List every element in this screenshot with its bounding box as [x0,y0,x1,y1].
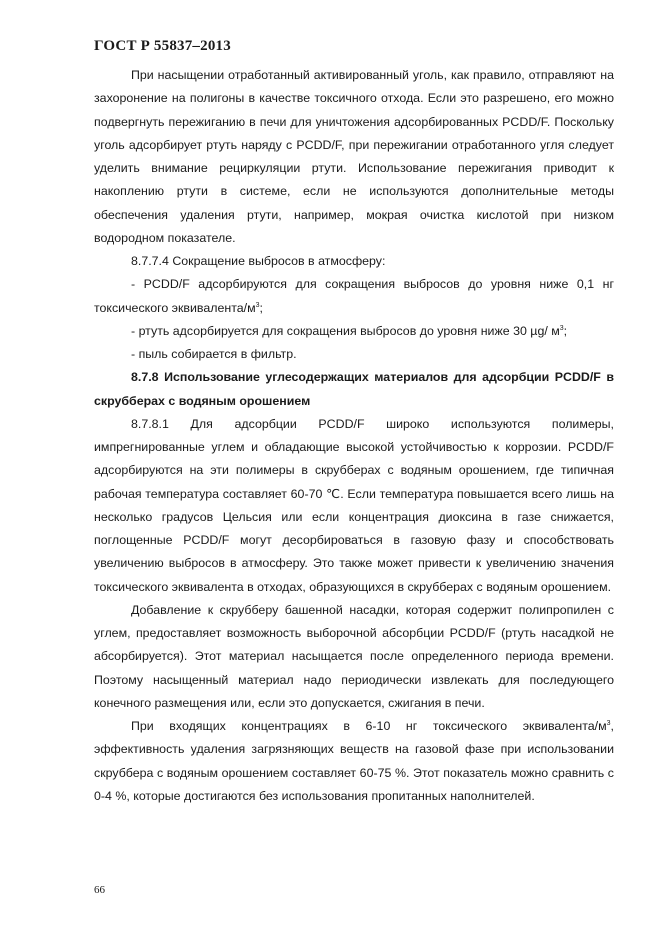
paragraph-tail: , эффективность удаления загрязняющих веществ на газовой фазе при использовании скруббера с водяным орошением составляет 60-75 %. Этот показатель можно сравнить с 0-4 %, которые достигаются без использования пропитанных наполнителей. [94,719,614,803]
superscript: 3 [606,720,611,727]
superscript: 3 [559,324,564,332]
section-heading-8-7-8: 8.7.8 Использование углесодержащих материалов для адсорбции PCDD/F в скрубберах с водяным орошением [94,370,614,408]
superscript: 3 [255,301,260,309]
list-item-text: - ртуть адсорбируется для сокращения выбросов до уровня ниже 30 µg/ м [131,323,560,338]
list-item [94,273,614,320]
list-item [94,320,614,343]
paragraph-subclause-8-7-7-4: 8.7.7.4 Сокращение выбросов в атмосферу: [131,254,386,268]
page-number: 66 [94,884,105,896]
paragraph: Добавление к скрубберу башенной насадки, которая содержит полипропилен с углем, предоставляет возможность выборочной абсорбции PCDD/F (ртуть насадкой не абсорбируется). Этот материал насыщается после определенного периода времени. Поэтому насыщенный материал надо периодически извлекать для последующего конечного размещения или, если это допускается, сжигания в печи. [94,602,614,710]
paragraph [94,715,614,808]
list-item: - пыль собирается в фильтр. [131,347,297,361]
paragraph-text: При входящих концентрациях в 6-10 нг токсического эквивалента/м [131,719,607,733]
page-header-standard: ГОСТ Р 55837–2013 [94,38,231,54]
document-body [94,64,614,808]
list-item-tail: ; [259,300,263,315]
paragraph: При насыщении отработанный активированный уголь, как правило, отправляют на захоронение на полигоны в качестве токсичного отхода. Если это разрешено, его можно подвергнуть пережиганию в печи для уничтожения адсорбированных PCDD/F. Поскольку уголь адсорбирует ртуть наряду с PCDD/F, при пережигании отработанного угля следует уделить внимание рециркуляции ртути. Использование пережигания приводит к накоплению ртути в системе, если не используются дополнительные методы обеспечения удаления ртути, например, мокрая очистка кислотой при низком водородном показателе. [94,68,614,245]
list-item-text: - PCDD/F адсорбируются для сокращения выбросов до уровня ниже 0,1 нг токсического эквивалента/м [94,277,614,315]
paragraph-subclause-8-7-8-1: 8.7.8.1 Для адсорбции PCDD/F широко используются полимеры, импрегнированные углем и обладающие высокой устойчивостью к коррозии. PCDD/F адсорбируются на эти полимеры в скрубберах с водяным орошением, где типичная рабочая температура составляет 60-70 ℃. Если температура повышается всего лишь на несколько градусов Цельсия или если концентрация диоксина в газе снижается, поглощенные PCDD/F могут десорбироваться в газовую фазу и способствовать увеличению выбросов в атмосферу. Это также может привести к увеличению значения токсического эквивалента в отходах, образующихся в скрубберах с водяным орошением. [94,416,614,594]
list-item-tail: ; [563,323,568,338]
